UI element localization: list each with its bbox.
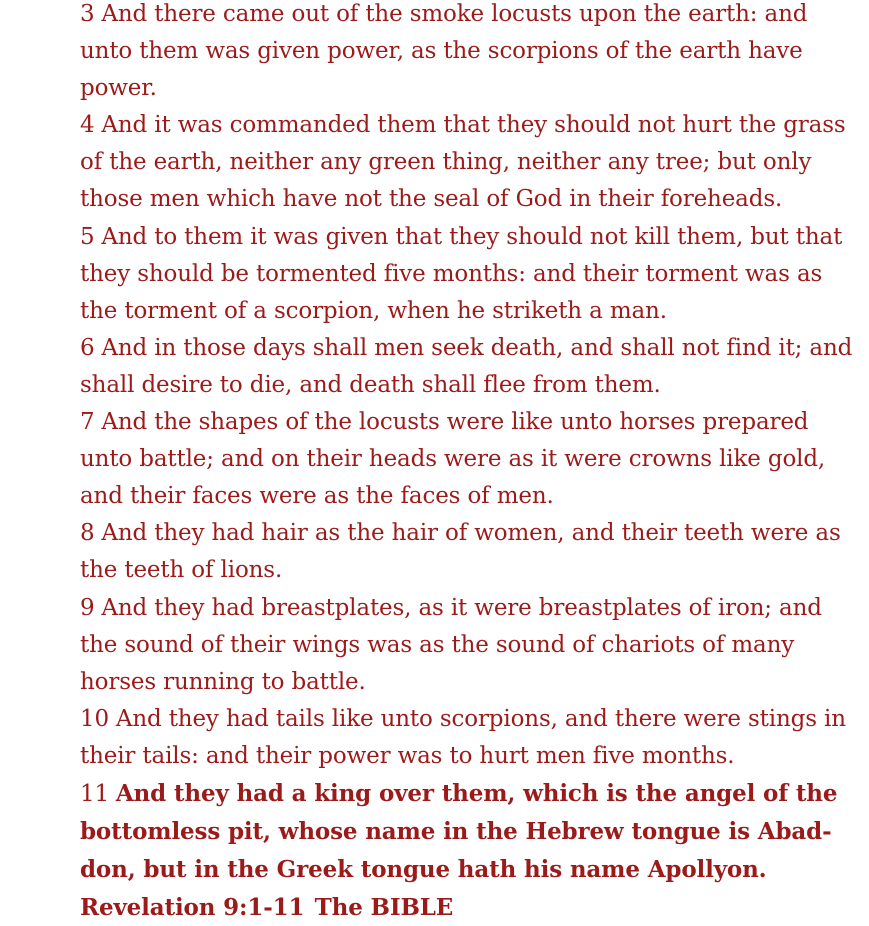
citation-reference: Revelation 9:1-11 — [80, 894, 305, 922]
verse-number: 3 — [80, 1, 95, 27]
verse-text: And they had tails like unto scorpions, and there were stings in their tails: and their power was to hurt men five months. — [80, 705, 846, 769]
verse-text: And the shapes of the locusts were like unto horses prepared unto battle; and on their heads were as it were crowns like gold, and their faces were as the faces of men. — [80, 409, 826, 510]
citation-source: The BIBLE — [314, 894, 454, 922]
verse-text: And there came out of the smoke locusts upon the earth: and unto them was given power, as the scorpions of the earth have power. — [80, 1, 808, 102]
verse-number: 6 — [80, 334, 95, 361]
verse-number: 9 — [80, 594, 95, 621]
verse-4 — [80, 107, 860, 218]
verse-10 — [80, 701, 860, 775]
verse-text: And to them it was given that they should not kill them, but that they should be tormented five months: and their torment was as the torment of a scorpion, when he striketh a man. — [80, 223, 843, 324]
verse-number: 8 — [80, 520, 95, 547]
verse-number: 7 — [80, 409, 95, 436]
verse-3 — [80, 0, 860, 107]
verse-9 — [80, 590, 860, 701]
verse-text: And they had hair as the hair of women, and their teeth were as the teeth of lions. — [80, 520, 841, 584]
verse-6 — [80, 330, 860, 404]
verse-11 — [80, 775, 860, 889]
verse-text: And they had breastplates, as it were breastplates of iron; and the sound of their wings was as the sound of chariots of many horses running to battle. — [80, 594, 822, 695]
verse-8 — [80, 515, 860, 589]
verse-5 — [80, 219, 860, 330]
verse-number: 5 — [80, 223, 95, 250]
scripture-passage — [80, 0, 860, 926]
verse-7 — [80, 404, 860, 515]
verse-number: 10 — [80, 705, 109, 732]
verse-number: 11 — [80, 780, 109, 807]
citation — [80, 889, 860, 926]
verse-text: And in those days shall men seek death, and shall not find it; and shall desire to die, and death shall flee from them. — [80, 334, 853, 398]
verse-number: 4 — [80, 112, 95, 139]
verse-text: And it was commanded them that they should not hurt the grass of the earth, neither any green thing, neither any tree; but only those men which have not the seal of God in their foreheads. — [80, 112, 846, 213]
verse-text: And they had a king over them, which is the angel of the bottomless pit, whose name in the Hebrew tongue is Abad-don, but in the Greek tongue hath his name Apollyon. — [80, 779, 838, 884]
